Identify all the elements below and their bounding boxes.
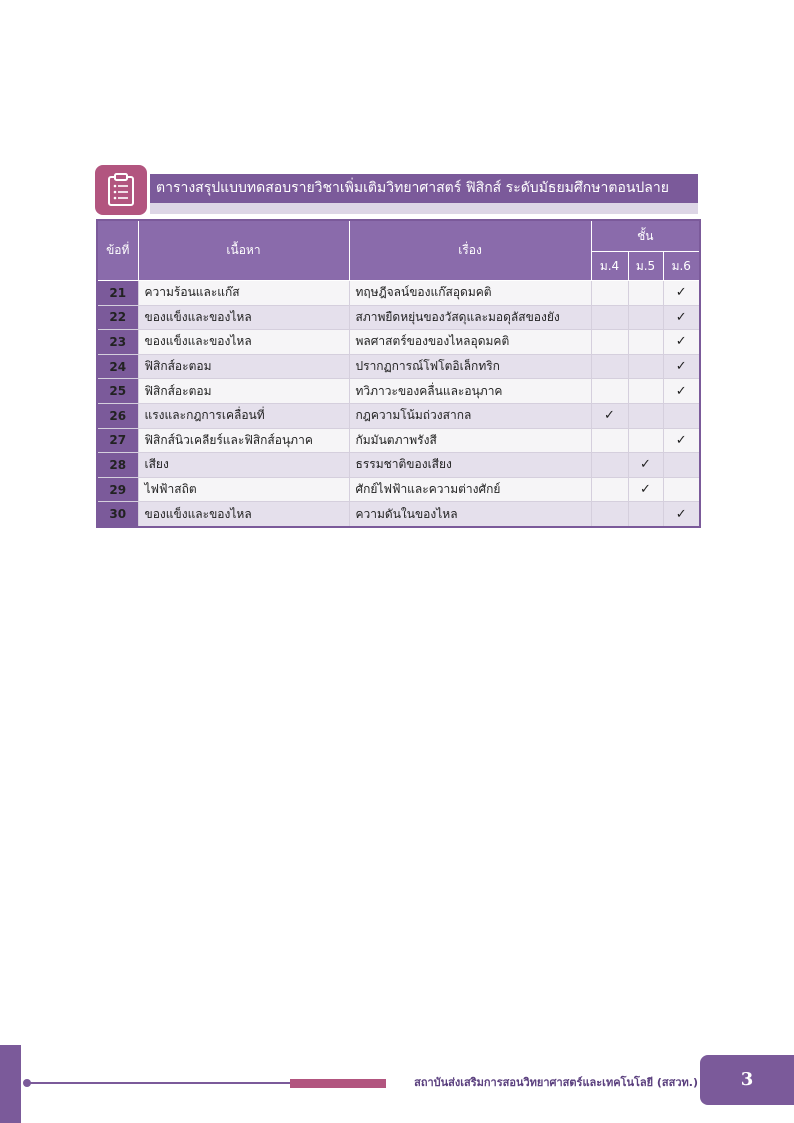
- table-row: [97, 379, 700, 404]
- row-m6: ✓: [663, 354, 700, 379]
- row-number: 21: [97, 281, 138, 306]
- header-content: เนื้อหา: [138, 220, 349, 281]
- row-m4: [591, 428, 628, 453]
- row-topic: ทฤษฎีจลน์ของแก๊สอุดมคติ: [349, 281, 591, 306]
- row-m4: [591, 354, 628, 379]
- row-m6: ✓: [663, 502, 700, 527]
- footer-line: [26, 1082, 296, 1084]
- header-grade-m6: ม.6: [663, 252, 700, 281]
- row-number: 24: [97, 354, 138, 379]
- row-topic: กฎความโน้มถ่วงสากล: [349, 403, 591, 428]
- test-summary-table: [96, 219, 701, 528]
- table-row: [97, 281, 700, 306]
- row-topic: ทวิภาวะของคลื่นและอนุภาค: [349, 379, 591, 404]
- header-number: ข้อที่: [97, 220, 138, 281]
- row-m4: [591, 281, 628, 306]
- row-m5: [628, 354, 663, 379]
- row-content: ไฟฟ้าสถิต: [138, 477, 349, 502]
- row-m6: ✓: [663, 330, 700, 355]
- row-m4: ✓: [591, 403, 628, 428]
- row-number: 22: [97, 305, 138, 330]
- table-row: [97, 428, 700, 453]
- row-number: 28: [97, 453, 138, 478]
- banner-shadow: [150, 203, 698, 214]
- row-content: ของแข็งและของไหล: [138, 330, 349, 355]
- row-content: เสียง: [138, 453, 349, 478]
- row-m5: [628, 379, 663, 404]
- row-number: 27: [97, 428, 138, 453]
- row-m6: ✓: [663, 379, 700, 404]
- page-number: 3: [700, 1055, 794, 1105]
- banner-icon-box: [95, 165, 147, 215]
- row-number: 25: [97, 379, 138, 404]
- row-m4: [591, 379, 628, 404]
- row-number: 29: [97, 477, 138, 502]
- row-topic: ธรรมชาติของเสียง: [349, 453, 591, 478]
- row-m5: [628, 281, 663, 306]
- row-content: ฟิสิกส์อะตอม: [138, 354, 349, 379]
- row-topic: กัมมันตภาพรังสี: [349, 428, 591, 453]
- table-row: [97, 453, 700, 478]
- footer-institution: สถาบันส่งเสริมการสอนวิทยาศาสตร์และเทคโนโลยี (สสวท.): [414, 1076, 698, 1089]
- row-m4: [591, 477, 628, 502]
- row-topic: ปรากฏการณ์โฟโตอิเล็กทริก: [349, 354, 591, 379]
- row-topic: พลศาสตร์ของของไหลอุดมคติ: [349, 330, 591, 355]
- row-m5: [628, 403, 663, 428]
- row-m6: ✓: [663, 428, 700, 453]
- table-title-banner: ตารางสรุปแบบทดสอบรายวิชาเพิ่มเติมวิทยาศาสตร์ ฟิสิกส์ ระดับมัธยมศึกษาตอนปลาย: [150, 174, 698, 203]
- row-content: ของแข็งและของไหล: [138, 305, 349, 330]
- row-content: แรงและกฎการเคลื่อนที่: [138, 403, 349, 428]
- header-topic: เรื่อง: [349, 220, 591, 281]
- table-row: [97, 403, 700, 428]
- row-m6: [663, 453, 700, 478]
- row-topic: ศักย์ไฟฟ้าและความต่างศักย์: [349, 477, 591, 502]
- row-m6: ✓: [663, 305, 700, 330]
- row-m4: [591, 502, 628, 527]
- row-m6: [663, 477, 700, 502]
- row-number: 30: [97, 502, 138, 527]
- table-header-row: [97, 220, 700, 252]
- table-row: [97, 502, 700, 527]
- clipboard-icon: [107, 173, 135, 207]
- row-m5: [628, 502, 663, 527]
- row-m5: ✓: [628, 477, 663, 502]
- row-m5: ✓: [628, 453, 663, 478]
- row-m6: ✓: [663, 281, 700, 306]
- row-m5: [628, 305, 663, 330]
- row-number: 26: [97, 403, 138, 428]
- row-m5: [628, 330, 663, 355]
- row-m4: [591, 330, 628, 355]
- row-m4: [591, 453, 628, 478]
- table-row: [97, 330, 700, 355]
- row-number: 23: [97, 330, 138, 355]
- row-content: ของแข็งและของไหล: [138, 502, 349, 527]
- row-m5: [628, 428, 663, 453]
- row-m4: [591, 305, 628, 330]
- header-grade-m5: ม.5: [628, 252, 663, 281]
- row-content: ฟิสิกส์นิวเคลียร์และฟิสิกส์อนุภาค: [138, 428, 349, 453]
- row-topic: ความดันในของไหล: [349, 502, 591, 527]
- header-grade: ชั้น: [591, 220, 700, 252]
- header-grade-m4: ม.4: [591, 252, 628, 281]
- table-row: [97, 354, 700, 379]
- row-topic: สภาพยืดหยุ่นของวัสดุและมอดุลัสของยัง: [349, 305, 591, 330]
- footer-left-bar: [0, 1045, 21, 1123]
- row-m6: [663, 403, 700, 428]
- footer-dot: [23, 1079, 31, 1087]
- row-content: ฟิสิกส์อะตอม: [138, 379, 349, 404]
- table-row: [97, 305, 700, 330]
- footer-accent-bar: [290, 1079, 386, 1088]
- table-row: [97, 477, 700, 502]
- row-content: ความร้อนและแก๊ส: [138, 281, 349, 306]
